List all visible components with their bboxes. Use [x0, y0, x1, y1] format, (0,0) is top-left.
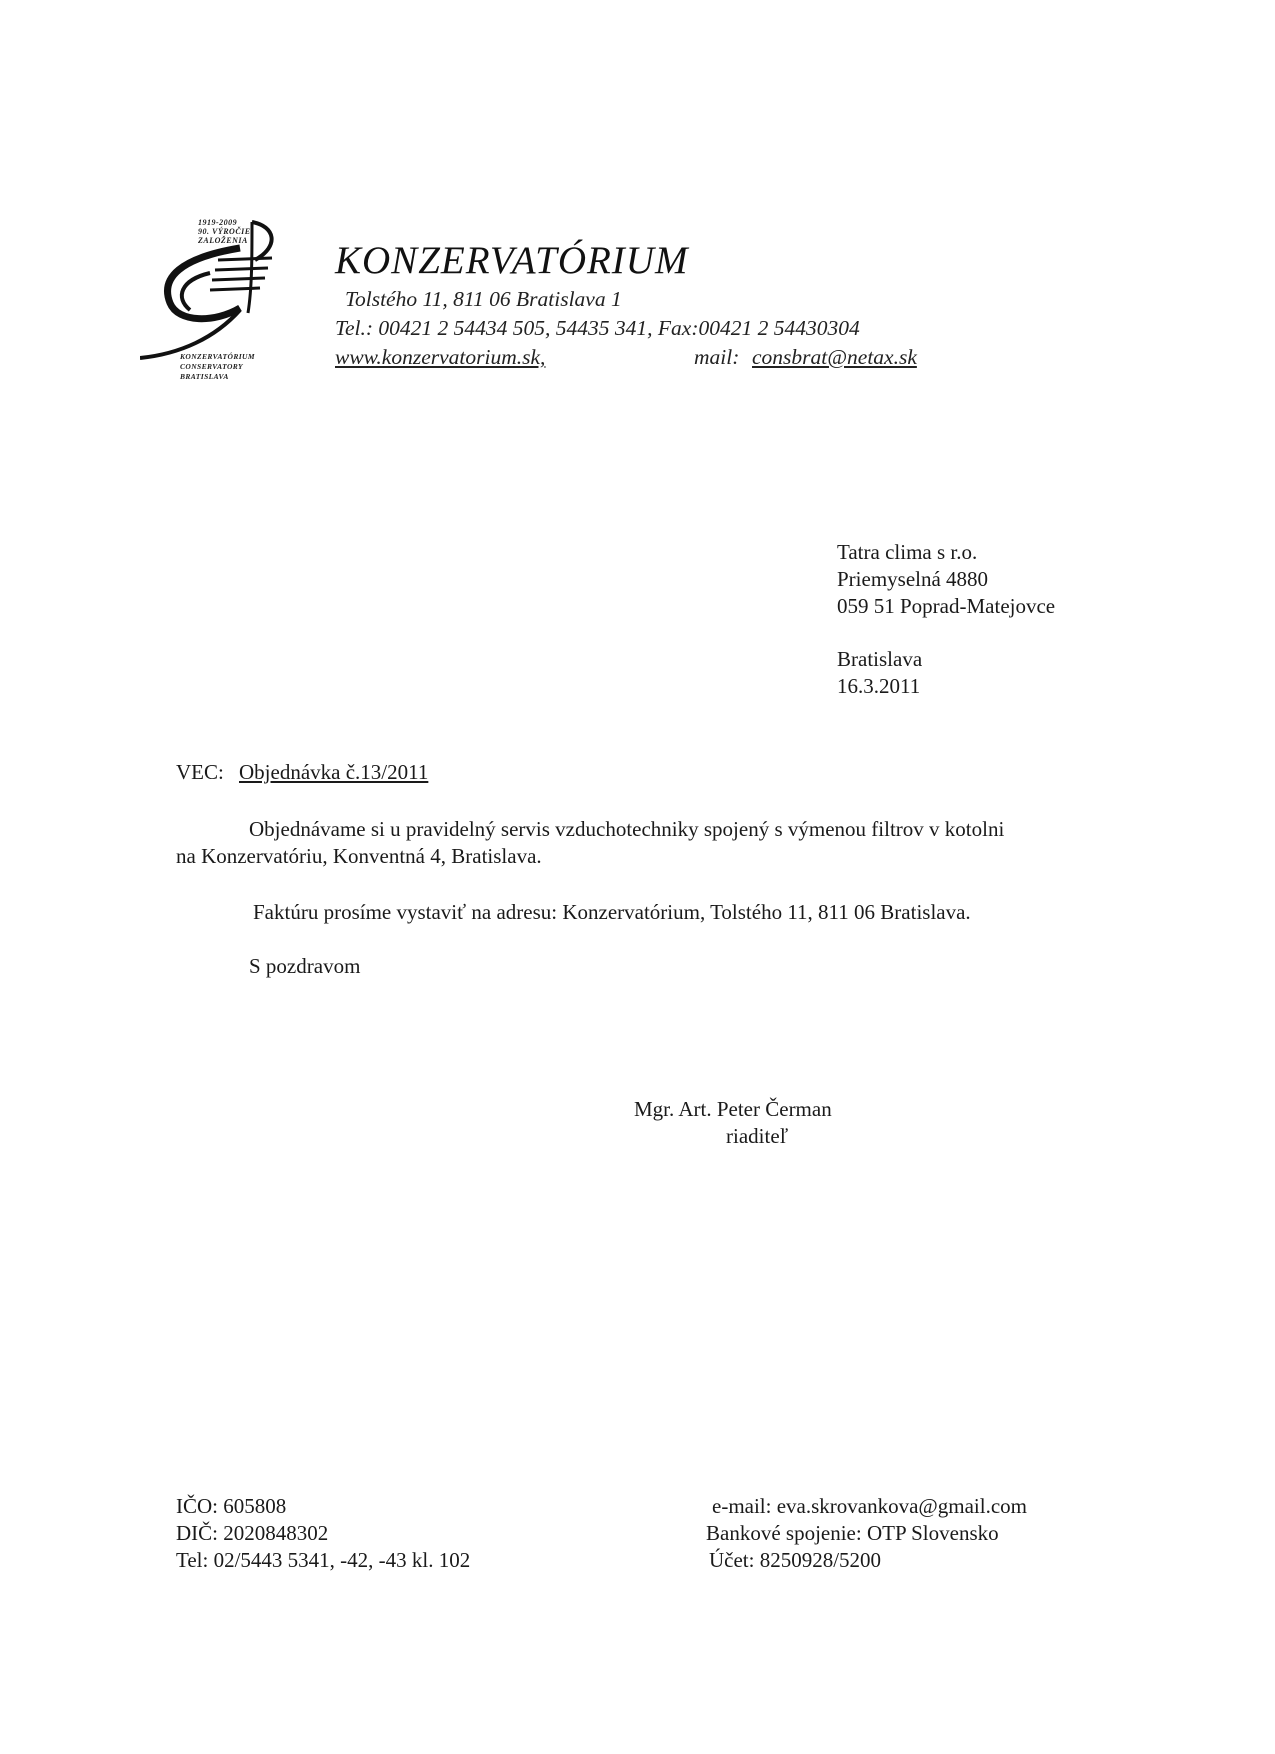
website-link[interactable]: www.konzervatorium.sk, — [335, 345, 546, 369]
logo-anniversary-line1: 90. VÝROČIE — [198, 227, 251, 236]
letterhead-phone-fax: Tel.: 00421 2 54434 505, 54435 341, Fax:00421 2 54430304 — [335, 316, 860, 340]
recipient-company: Tatra clima s r.o. — [837, 540, 978, 564]
closing-greeting: S pozdravom — [249, 954, 361, 978]
logo-city: BRATISLAVA — [180, 372, 229, 381]
organization-name: KONZERVATÓRIUM — [335, 239, 689, 282]
logo-years: 1919-2009 — [198, 218, 238, 227]
signatory-title: riaditeľ — [726, 1124, 789, 1148]
body-paragraph2: Faktúru prosíme vystaviť na adresu: Konzervatórium, Tolstého 11, 811 06 Bratislava. — [253, 900, 971, 924]
mail-link[interactable]: consbrat@netax.sk — [752, 345, 917, 369]
footer-dic: DIČ: 2020848302 — [176, 1521, 329, 1545]
logo-name-en: CONSERVATORY — [180, 362, 244, 371]
body-paragraph1-line1: Objednávame si u pravidelný servis vzduchotechniky spojený s výmenou filtrov v kotolni — [249, 817, 1005, 841]
recipient-city: 059 51 Poprad-Matejovce — [837, 594, 1056, 618]
subject-value: Objednávka č.13/2011 — [239, 760, 429, 784]
mail-label: mail: — [694, 345, 740, 369]
footer-ico: IČO: 605808 — [176, 1494, 287, 1518]
logo-name-sk: KONZERVATÓRIUM — [180, 352, 255, 361]
recipient-street: Priemyselná 4880 — [837, 567, 989, 591]
body-paragraph1-line2: na Konzervatóriu, Konventná 4, Bratislava. — [176, 844, 542, 868]
footer-bank: Bankové spojenie: OTP Slovensko — [706, 1521, 999, 1545]
logo-anniversary-line2: ZALOŽENIA — [198, 236, 248, 245]
signatory-name: Mgr. Art. Peter Čerman — [634, 1097, 832, 1121]
letterhead-address: Tolstého 11, 811 06 Bratislava 1 — [345, 287, 622, 311]
footer-tel: Tel: 02/5443 5341, -42, -43 kl. 102 — [176, 1548, 471, 1572]
letter-place: Bratislava — [837, 647, 923, 671]
subject-label: VEC: — [176, 760, 224, 784]
footer-account: Účet: 8250928/5200 — [709, 1548, 882, 1572]
footer-email: e-mail: eva.skrovankova@gmail.com — [712, 1494, 1027, 1518]
conservatory-logo — [140, 218, 300, 388]
letter-date: 16.3.2011 — [837, 674, 921, 698]
